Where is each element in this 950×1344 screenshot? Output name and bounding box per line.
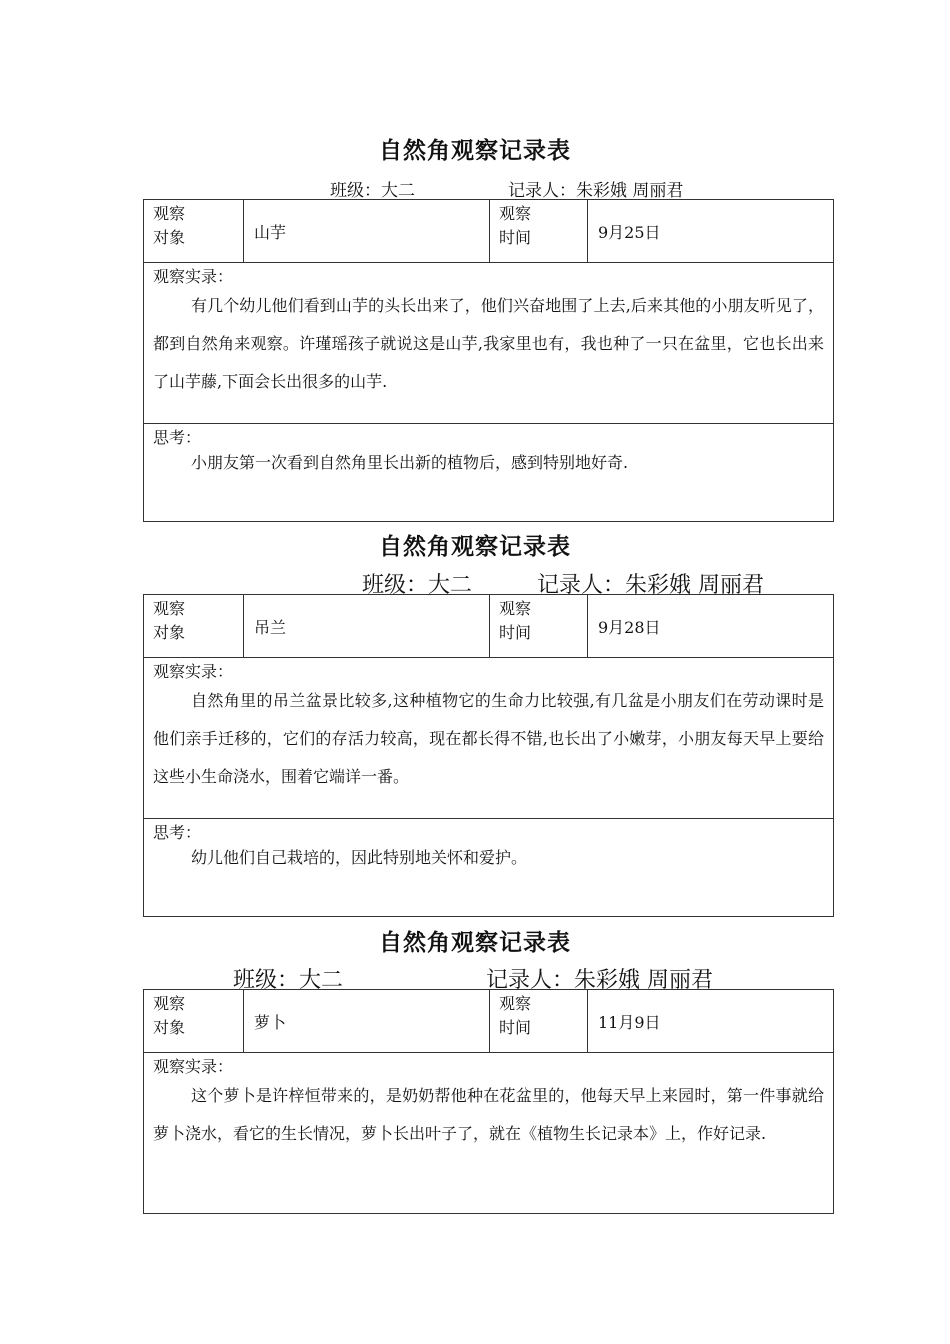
observation-cell <box>144 1053 834 1214</box>
class-label: 班级：大二 <box>362 573 473 598</box>
subject-value: 吊兰 <box>244 595 490 658</box>
observation-cell <box>144 263 834 424</box>
recorder-label: 记录人：朱彩娥 周丽君 <box>537 573 764 598</box>
thinking-text: 小朋友第一次看到自然角里长出新的植物后，感到特别地好奇. <box>191 453 629 472</box>
thinking-label: 思考： <box>153 823 202 842</box>
subject-value: 山芋 <box>244 200 490 263</box>
observation-label: 观察实录： <box>153 1057 234 1076</box>
thinking-text: 幼儿他们自己栽培的，因此特别地关怀和爱护。 <box>191 848 528 867</box>
time-value: 9月28日 <box>588 595 834 658</box>
record-2-title: 自然角观察记录表 <box>379 534 571 560</box>
subject-label: 观察 对象 <box>144 595 244 658</box>
record-2-meta <box>0 568 950 598</box>
record-3-table <box>143 989 834 1214</box>
time-label: 观察 时间 <box>490 595 588 658</box>
observation-label: 观察实录： <box>153 662 234 681</box>
observation-text: 自然角里的吊兰盆景比较多,这种植物它的生命力比较强,有几盆是小朋友们在劳动课时是他们亲手迁移的，它们的存活力较高，现在都长得不错,也长出了小嫩芽，小朋友每天早上要给这些小生命浇水，围着它端详一番。 <box>153 691 824 786</box>
record-1-table <box>143 199 834 522</box>
thinking-label: 思考： <box>153 428 202 447</box>
time-value: 11月9日 <box>588 990 834 1053</box>
time-label: 观察 时间 <box>490 990 588 1053</box>
recorder-label: 记录人：朱彩娥 周丽君 <box>486 968 713 993</box>
record-3-meta <box>0 963 950 993</box>
observation-text: 这个萝卜是许梓恒带来的，是奶奶帮他种在花盆里的，他每天早上来园时，第一件事就给萝卜浇水，看它的生长情况，萝卜长出叶子了，就在《植物生长记录本》上，作好记录. <box>153 1086 824 1143</box>
record-2-table <box>143 594 834 917</box>
class-label: 班级：大二 <box>233 968 344 993</box>
recorder-label: 记录人：朱彩娥 周丽君 <box>508 181 684 201</box>
thinking-cell <box>144 424 834 522</box>
subject-value: 萝卜 <box>244 990 490 1053</box>
subject-label: 观察 对象 <box>144 990 244 1053</box>
thinking-cell <box>144 819 834 917</box>
time-value: 9月25日 <box>588 200 834 263</box>
subject-label: 观察 对象 <box>144 200 244 263</box>
observation-cell <box>144 658 834 819</box>
record-1-meta <box>0 176 950 201</box>
class-label: 班级：大二 <box>330 181 415 201</box>
record-1-title: 自然角观察记录表 <box>379 138 571 164</box>
time-label: 观察 时间 <box>490 200 588 263</box>
observation-text: 有几个幼儿他们看到山芋的头长出来了，他们兴奋地围了上去,后来其他的小朋友听见了，都到自然角来观察。许瑾瑶孩子就说这是山芋,我家里也有，我也种了一只在盆里，它也长出来了山芋藤,下面会长出很多的山芋. <box>153 296 824 391</box>
observation-label: 观察实录： <box>153 267 234 286</box>
record-3-title: 自然角观察记录表 <box>379 930 571 956</box>
